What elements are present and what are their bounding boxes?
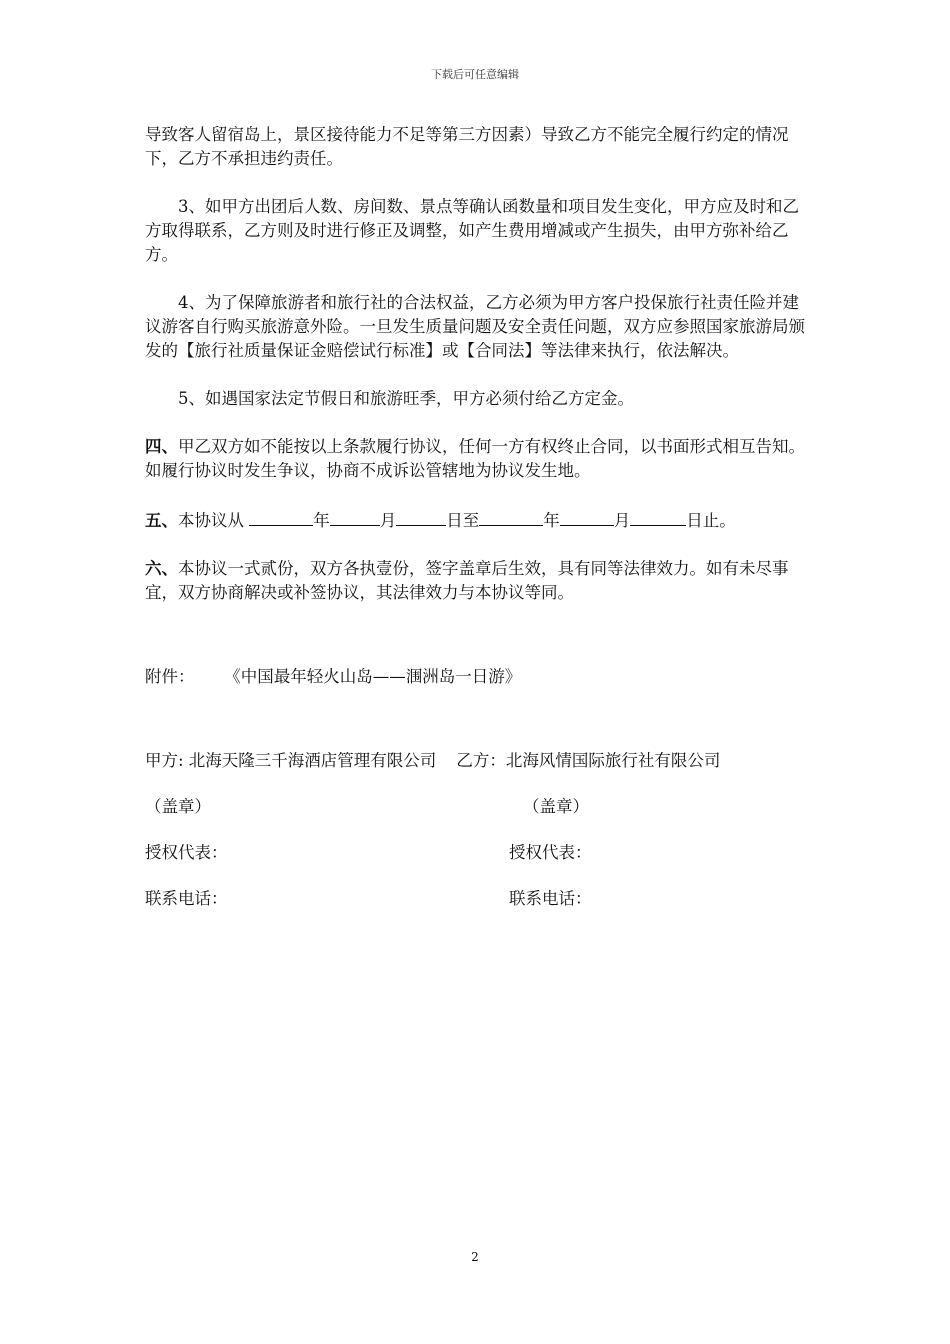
attachment	[145, 665, 810, 689]
section-five	[145, 507, 810, 533]
start-year-blank	[249, 507, 313, 526]
end-month-blank	[560, 507, 614, 526]
seal-row	[145, 795, 810, 819]
day-to-label: 日至	[446, 511, 480, 530]
start-day-blank	[396, 507, 446, 526]
section-six	[145, 557, 810, 605]
seal-a: （盖章）	[145, 797, 211, 816]
phone-b: 联系电话：	[509, 889, 592, 908]
paragraph-continuation: 导致客人留宿岛上，景区接待能力不足等第三方因素）导致乙方不能完全履行约定的情况下，乙方不承担违约责任。	[145, 125, 789, 168]
section-five-label: 五、	[145, 511, 178, 530]
start-month-blank	[330, 507, 380, 526]
year-label: 年	[313, 511, 330, 530]
clause-5: 5、如遇国家法定节假日和旅游旺季，甲方必须付给乙方定金。	[178, 389, 634, 408]
day-end-label: 日止。	[686, 511, 736, 530]
party-b: 乙方：北海风情国际旅行社有限公司	[456, 751, 721, 770]
section-five-prefix: 本协议从	[178, 511, 244, 530]
party-a: 甲方: 北海天隆三千海酒店管理有限公司	[145, 751, 437, 770]
attachment-label: 附件：	[145, 667, 195, 686]
attachment-title: 《中国最年轻火山岛——涠洲岛一日游》	[232, 667, 522, 686]
phone-row	[145, 887, 810, 911]
seal-b: （盖章）	[523, 797, 589, 816]
end-day-blank	[630, 507, 686, 526]
parties-line	[145, 749, 810, 773]
phone-a: 联系电话：	[145, 889, 228, 908]
section-six-text: 本协议一式贰份，双方各执壹份，签字盖章后生效，具有同等法律效力。如有未尽事宜，双方协商解决或补签协议，其法律效力与本协议等同。	[145, 559, 789, 602]
end-year-blank	[479, 507, 543, 526]
rep-b: 授权代表：	[509, 843, 592, 862]
month-label: 月	[379, 511, 397, 530]
page-header: 下载后可任意编辑	[431, 68, 519, 81]
rep-a: 授权代表：	[145, 843, 228, 862]
section-four-label: 四、	[145, 437, 178, 456]
clause-3: 3、如甲方出团后人数、房间数、景点等确认函数量和项目发生变化，甲方应及时和乙方取得联系，乙方则及时进行修正及调整，如产生费用增减或产生损失，由甲方弥补给乙方。	[145, 197, 799, 264]
representative-row	[145, 841, 810, 865]
clause-4: 4、为了保障旅游者和旅行社的合法权益，乙方必须为甲方客户投保旅行社责任险并建议游客自行购买旅游意外险。一旦发生质量问题及安全责任问题，双方应参照国家旅游局颁发的【旅行社质量保证金赔偿试行标准】或【合同法】等法律来执行，依法解决。	[145, 293, 805, 360]
section-four-text: 甲乙双方如不能按以上条款履行协议，任何一方有权终止合同，以书面形式相互告知。如履行协议时发生争议，协商不成诉讼管辖地为协议发生地。	[145, 437, 805, 480]
document-body	[145, 123, 810, 911]
section-four	[145, 435, 810, 483]
year-label-2: 年	[543, 511, 560, 530]
page-number: 2	[471, 1250, 479, 1264]
month-label-2: 月	[613, 511, 631, 530]
section-six-label: 六、	[145, 559, 178, 578]
